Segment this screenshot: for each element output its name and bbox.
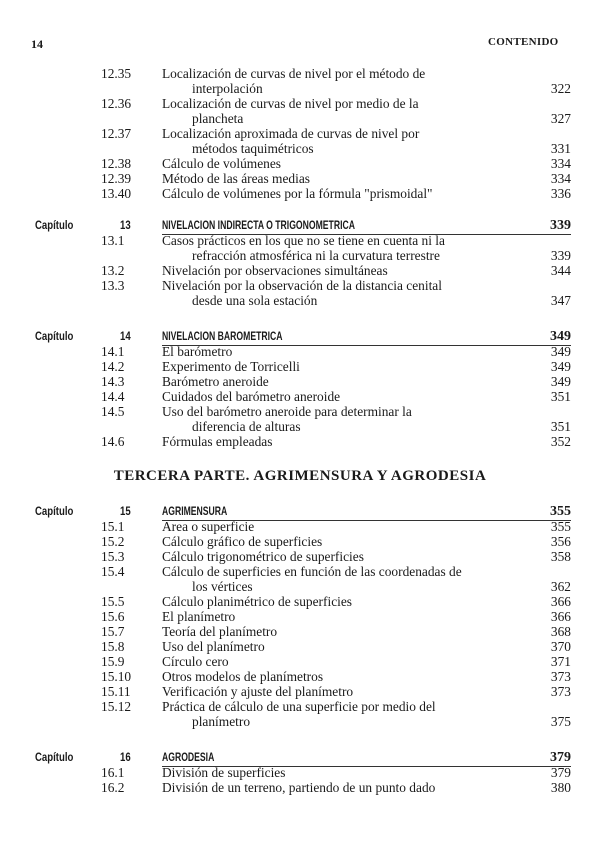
chapter-number: 15 (120, 504, 131, 518)
entry-page: 373 (550, 684, 571, 699)
entry-number: 15.7 (101, 624, 125, 639)
list-item (0, 360, 600, 375)
entry-number: 14.6 (101, 434, 125, 449)
entry-number: 14.5 (101, 404, 125, 419)
entry-number: 13.40 (101, 186, 132, 201)
list-item (0, 375, 600, 390)
entry-title: refracción atmosférica ni la curvatura terrestre (192, 248, 440, 263)
entry-page: 368 (550, 624, 571, 639)
entry-title: División de un terreno, partiendo de un punto dado (162, 780, 436, 795)
entry-title: Localización aproximada de curvas de nivel por (162, 126, 420, 141)
entry-number: 12.35 (101, 66, 132, 81)
list-item (0, 157, 600, 172)
entry-number: 12.37 (101, 126, 132, 141)
entry-number: 12.38 (101, 156, 132, 171)
entry-number: 14.3 (101, 374, 125, 389)
entry-title: Método de las áreas medias (162, 171, 310, 186)
entry-title: Cálculo planimétrico de superficies (162, 594, 353, 609)
entry-page: 371 (550, 654, 571, 669)
list-item (0, 625, 600, 640)
entry-number: 16.1 (101, 765, 125, 780)
chapter-number: 14 (120, 329, 131, 343)
entry-number: 15.3 (101, 549, 125, 564)
entry-title: Barómetro aneroide (162, 374, 269, 389)
entry-page: 379 (550, 765, 571, 780)
chapter-label: Capítulo (35, 504, 74, 518)
chapter-title: AGRIMENSURA (162, 504, 228, 518)
entry-number: 13.2 (101, 263, 125, 278)
chapter-number: 13 (120, 218, 131, 232)
list-item (0, 405, 600, 435)
entry-title: Localización de curvas de nivel por el método de (162, 66, 426, 81)
chapter-page: 349 (550, 329, 571, 344)
list-item (0, 550, 600, 565)
entry-number: 15.1 (101, 519, 125, 534)
entry-number: 14.1 (101, 344, 125, 359)
entry-title: El planímetro (162, 609, 236, 624)
list-item (0, 655, 600, 670)
entry-title: Cuidados del barómetro aneroide (162, 389, 341, 404)
list-item (0, 97, 600, 127)
list-item (0, 187, 600, 202)
list-item (0, 520, 600, 535)
entry-title: Práctica de cálculo de una superficie por medio del (162, 699, 436, 714)
list-item (0, 127, 600, 157)
entry-number: 15.8 (101, 639, 125, 654)
entry-page: 362 (550, 579, 571, 594)
list-item (0, 685, 600, 700)
entry-title: Uso del planímetro (162, 639, 265, 654)
entry-page: 339 (550, 248, 571, 263)
list-item (0, 670, 600, 685)
entry-number: 15.10 (101, 669, 132, 684)
entry-title: planímetro (192, 714, 251, 729)
page-number: 14 (31, 37, 43, 51)
entry-page: 356 (550, 534, 571, 549)
entry-number: 15.5 (101, 594, 125, 609)
list-item (0, 435, 600, 450)
entry-title: los vértices (192, 579, 253, 594)
entry-number: 13.1 (101, 233, 125, 248)
chapter-page: 355 (550, 504, 571, 519)
entry-page: 373 (550, 669, 571, 684)
entry-page: 366 (550, 609, 571, 624)
entry-page: 344 (550, 263, 571, 278)
list-item (0, 279, 600, 309)
list-item (0, 535, 600, 550)
list-item (0, 67, 600, 97)
chapter-page: 379 (550, 750, 571, 765)
entry-page: 349 (550, 344, 571, 359)
entry-title: División de superficies (162, 765, 286, 780)
entry-number: 15.4 (101, 564, 125, 579)
entry-number: 15.2 (101, 534, 125, 549)
chapter-title: NIVELACION INDIRECTA O TRIGONOMETRICA (162, 218, 355, 232)
entry-page: 331 (550, 141, 571, 156)
entry-page: 370 (550, 639, 571, 654)
list-item (0, 172, 600, 187)
entry-title: Fórmulas empleadas (162, 434, 273, 449)
entry-title: Nivelación por la observación de la distancia cenital (162, 278, 442, 293)
entry-page: 355 (550, 519, 571, 534)
entry-page: 347 (550, 293, 571, 308)
entry-title: interpolación (192, 81, 263, 96)
entry-number: 14.2 (101, 359, 125, 374)
entry-title: Teoría del planímetro (162, 624, 278, 639)
entry-title: Uso del barómetro aneroide para determinar la (162, 404, 412, 419)
entry-title: Cálculo de volúmenes por la fórmula "prismoidal" (162, 186, 433, 201)
entry-page: 375 (550, 714, 571, 729)
entry-number: 13.3 (101, 278, 125, 293)
entry-page: 349 (550, 374, 571, 389)
entry-number: 15.12 (101, 699, 132, 714)
list-item (0, 781, 600, 796)
entry-page: 322 (550, 81, 571, 96)
entry-number: 12.36 (101, 96, 132, 111)
list-item (0, 390, 600, 405)
list-item (0, 610, 600, 625)
entry-title: Casos prácticos en los que no se tiene en cuenta ni la (162, 233, 445, 248)
entry-title: Experimento de Torricelli (162, 359, 300, 374)
entry-title: Cálculo de volúmenes (162, 156, 281, 171)
list-item (0, 264, 600, 279)
entry-page: 358 (550, 549, 571, 564)
entry-title: Localización de curvas de nivel por medio de la (162, 96, 419, 111)
entry-title: métodos taquimétricos (192, 141, 314, 156)
running-header: CONTENIDO (488, 36, 559, 48)
entry-title: Cálculo de superficies en función de las coordenadas de (162, 564, 462, 579)
list-item (0, 595, 600, 610)
chapter-label: Capítulo (35, 329, 74, 343)
entry-number: 15.9 (101, 654, 125, 669)
entry-number: 14.4 (101, 389, 125, 404)
entry-title: El barómetro (162, 344, 233, 359)
chapter-number: 16 (120, 750, 131, 764)
entry-page: 352 (550, 434, 571, 449)
entry-page: 351 (550, 389, 571, 404)
entry-page: 336 (550, 186, 571, 201)
entry-page: 380 (550, 780, 571, 795)
list-item (0, 345, 600, 360)
chapter-page: 339 (550, 218, 571, 233)
entry-title: Cálculo trigonométrico de superficies (162, 549, 364, 564)
list-item (0, 766, 600, 781)
entry-number: 15.6 (101, 609, 125, 624)
chapter-label: Capítulo (35, 218, 74, 232)
entry-number: 15.11 (101, 684, 131, 699)
entry-title: Círculo cero (162, 654, 229, 669)
entry-title: desde una sola estación (192, 293, 318, 308)
part-title: TERCERA PARTE. AGRIMENSURA Y AGRODESIA (113, 468, 487, 484)
entry-title: Verificación y ajuste del planímetro (162, 684, 354, 699)
entry-number: 16.2 (101, 780, 125, 795)
entry-page: 349 (550, 359, 571, 374)
entry-title: plancheta (192, 111, 244, 126)
entry-page: 351 (550, 419, 571, 434)
entry-page: 327 (550, 111, 571, 126)
entry-page: 334 (550, 171, 571, 186)
entry-title: Nivelación por observaciones simultáneas (162, 263, 388, 278)
entry-title: Area o superficie (162, 519, 255, 534)
entry-title: Cálculo gráfico de superficies (162, 534, 323, 549)
list-item (0, 565, 600, 595)
entry-title: Otros modelos de planímetros (162, 669, 324, 684)
list-item (0, 640, 600, 655)
chapter-label: Capítulo (35, 750, 74, 764)
entry-number: 12.39 (101, 171, 132, 186)
entry-page: 334 (550, 156, 571, 171)
list-item (0, 234, 600, 264)
entry-title: diferencia de alturas (192, 419, 301, 434)
entry-page: 366 (550, 594, 571, 609)
list-item (0, 700, 600, 730)
chapter-title: NIVELACION BAROMETRICA (162, 329, 283, 343)
chapter-title: AGRODESIA (162, 750, 215, 764)
